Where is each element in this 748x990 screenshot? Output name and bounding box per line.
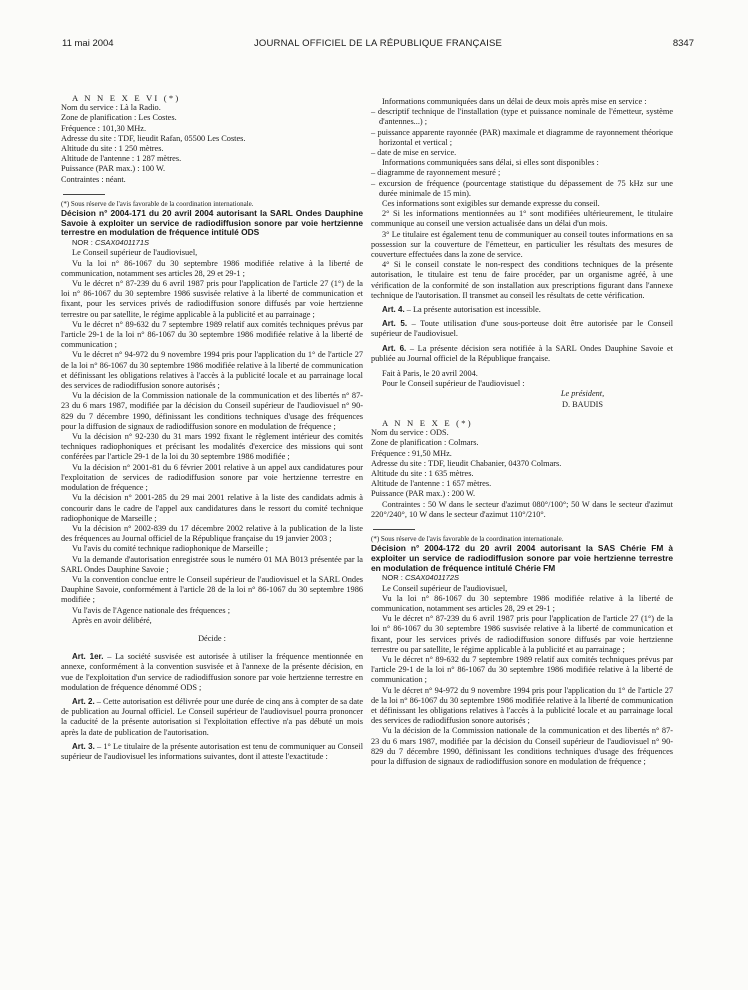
place-date: Fait à Paris, le 20 avril 2004.	[382, 369, 478, 379]
annexe-line: Altitude du site : 1 250 mètres.	[61, 144, 164, 154]
paragraph: Vu la décision n° 2001-285 du 29 mai 2001 relative à la liste des candidats admis à concourir dans le cadre de l'appel aux candidatures dans le ressort du comité technique radiophonique de Marseille ;	[61, 493, 363, 523]
info-intro-2: Informations communiquées sans délai, si elles sont disponibles :	[382, 158, 599, 168]
annexe-line: Zone de planification : Colmars.	[371, 438, 479, 448]
paragraph: Le Conseil supérieur de l'audiovisuel,	[72, 248, 198, 258]
annexe-line: Nom du service : Là la Radio.	[61, 103, 161, 113]
right-column	[371, 97, 673, 767]
paragraph: Vu le décret n° 87-239 du 6 avril 1987 pris pour l'application de l'article 27 (1°) de la loi n° 86-1067 du 30 septembre 1986 susvisée relative à la liberté de communication et fixant, pour les services privés de radiodiffusion sonore diffusés par voie hertzienne terrestre ou par satellite, le régime applicable à la publicité et au parrainage ;	[371, 614, 673, 654]
list-item: – diagramme de rayonnement mesuré ;	[371, 168, 501, 178]
paragraph: Vu la convention conclue entre le Conseil supérieur de l'audiovisuel et la SARL Ondes Dauphine Savoie, conformément à l'article 28 de la loi n° 86-1067 du 30 septembre 1986 modifiée ;	[61, 574, 363, 605]
paragraph: Après en avoir délibéré,	[72, 615, 152, 625]
paragraph: Vu le décret n° 89-632 du 7 septembre 1989 relatif aux comités techniques prévus par l'article 29-1 de la loi n° 86-1067 du 30 septembre 1986 modifiée relative à la liberté de communication ;	[61, 319, 363, 350]
paragraph: Vu la décision n° 2001-81 du 6 février 2001 relative à un appel aux candidatures pour l'exploitation de services de radiodiffusion sonore par voie hertzienne terrestre en modulation de fréquence ;	[61, 462, 363, 493]
annexe-line: Nom du service : ODS.	[371, 428, 449, 438]
footnote: (*) Sous réserve de l'avis favorable de la coordination internationale.	[371, 534, 564, 543]
paragraph: 3° Le titulaire est également tenu de communiquer au conseil toutes informations en sa possession sur la couverture de l'émetteur, en particulier les résultats des mesures de couverture effectuées dans la zone de service.	[371, 229, 673, 260]
annexe-vi-title: A N N E X E VI (*)	[72, 93, 181, 103]
list-item: – excursion de fréquence (pourcentage statistique du dépassement de 75 kHz sur une durée minimale de 15 min).	[371, 178, 673, 198]
annexe-line: Adresse du site : TDF, lieudit Rafan, 05500 Les Costes.	[61, 133, 246, 143]
footnote-divider	[373, 529, 415, 530]
article-1: Art. 1er. – La société susvisée est autorisée à utiliser la fréquence mentionnée en annexe, conformément à la convention susvisée et à l'annexe de la présente décision, en vue de l'exploitation d'un service de radiodiffusion sonore par voie hertzienne terrestre en modulation de fréquence dénommé ODS ;	[61, 652, 364, 692]
annexe-line: Fréquence : 101,30 MHz.	[61, 123, 147, 133]
nor-reference: NOR : CSAX0401172S	[382, 573, 460, 583]
paragraph: Vu la décision de la Commission nationale de la communication et des libertés n° 87-23 du 6 mars 1987, modifiée par la décision du Conseil supérieur de l'audiovisuel n° 90-829 du 7 décembre 1990, définissant les conditions techniques d'usage des fréquences pour la diffusion de signaux de radiodiffusion sonore en modulation de fréquence ;	[61, 391, 363, 431]
decision-title: Décision n° 2004-171 du 20 avril 2004 autorisant la SARL Ondes Dauphine Savoie à exploiter un service de radiodiffusion sonore par voie hertzienne terrestre en modulation de fréquence intitulé ODS	[61, 207, 363, 238]
info-intro: Informations communiquées dans un délai de deux mois après mise en service :	[382, 97, 647, 106]
paragraph: Vu l'avis de l'Agence nationale des fréquences ;	[72, 605, 230, 615]
paragraph: Vu le décret n° 87-239 du 6 avril 1987 pris pour l'application de l'article 27 (1°) de la loi n° 86-1067 du 30 septembre 1986 susvisée relative à la liberté de communication et fixant, pour les services privés de radiodiffusion sonore diffusés par voie hertzienne terrestre ou par satellite, le régime applicable à la publicité et au parrainage ;	[61, 279, 363, 319]
paragraph: Vu la demande d'autorisation enregistrée sous le numéro 01 MA B013 présentée par la SARL Ondes Dauphine Savoie ;	[61, 554, 363, 574]
paragraph: 4° Si le conseil constate le non-respect des conditions techniques de la présente autorisation, le titulaire est tenu de faire procéder, par un organisme agréé, à une vérification de la conformité de son installation aux prescriptions figurant dans l'annexe technique de l'autorisation. Il transmet au conseil les résultats de cette vérification.	[371, 260, 673, 300]
annexe-line: Zone de planification : Les Costes.	[61, 113, 177, 123]
nor-reference: NOR : CSAX0401171S	[72, 238, 150, 248]
annexe-line: Puissance (PAR max.) : 200 W.	[371, 489, 476, 499]
annexe-line: Altitude de l'antenne : 1 287 mètres.	[61, 154, 182, 164]
annexe-line: Fréquence : 91,50 MHz.	[371, 448, 452, 458]
signature-for: Pour le Conseil supérieur de l'audiovisuel :	[382, 379, 525, 389]
signature-name: D. BAUDIS	[561, 399, 604, 409]
header-date: 11 mai 2004	[62, 38, 114, 49]
article-5: Art. 5. – Toute utilisation d'une sous-porteuse doit être autorisée par le Conseil supérieur de l'audiovisuel.	[371, 319, 674, 339]
paragraph: Vu la décision de la Commission nationale de la communication et des libertés n° 87-23 du 6 mars 1987, modifiée par la décision du Conseil supérieur de l'audiovisuel n° 90-829 du 7 décembre 1990, définissant les conditions techniques d'usage des fréquences pour la diffusion de signaux de radiodiffusion sonore en modulation de fréquence ;	[371, 726, 673, 766]
journal-title: JOURNAL OFFICIEL DE LA RÉPUBLIQUE FRANÇAISE	[253, 38, 503, 49]
list-item: – date de mise en service.	[371, 148, 457, 158]
annexe-line: Puissance (PAR max.) : 100 W.	[61, 164, 166, 174]
list-item: – puissance apparente rayonnée (PAR) maximale et diagramme de rayonnement théorique horizontal et vertical ;	[371, 127, 673, 147]
signature-role: Le président,	[560, 389, 605, 399]
decision-title: Décision n° 2004-172 du 20 avril 2004 autorisant la SAS Chérie FM à exploiter un service de radiodiffusion sonore par voie hertzienne terrestre en modulation de fréquence intitulé Chérie FM	[371, 542, 673, 573]
page-number: 8347	[672, 38, 694, 49]
paragraph: Vu la décision n° 2002-839 du 17 décembre 2002 relative à la publication de la liste des fréquences au Journal officiel de la République française du 19 janvier 2003 ;	[61, 523, 363, 544]
list-item: – descriptif technique de l'installation (type et puissance nominale de l'émetteur, système d'antennes...) ;	[371, 107, 673, 127]
annexe-line: Altitude de l'antenne : 1 657 mètres.	[371, 479, 492, 489]
annexe-line: Contraintes : 50 W dans le secteur d'azimut 080°/100°; 50 W dans le secteur d'azimut 220°/240°, 10 W dans le secteur d'azimut 110°/210°.	[371, 499, 673, 519]
paragraph: Vu la décision n° 92-230 du 31 mars 1992 fixant le règlement intérieur des comités techniques radiophoniques et précisant les modalités d'exercice des missions qui sont conférées par l'article 29-1 de la loi du 30 septembre 1986 modifiée ;	[61, 432, 363, 462]
article-4: Art. 4. – La présente autorisation est incessible.	[382, 305, 541, 315]
article-3: Art. 3. – 1° Le titulaire de la présente autorisation est tenu de communiquer au Conseil supérieur de l'audiovisuel les informations suivantes, dont il atteste l'exactitude :	[61, 741, 364, 761]
paragraph: Vu la loi n° 86-1067 du 30 septembre 1986 modifiée relative à la liberté de communication, notamment ses articles 28, 29 et 29-1 ;	[61, 258, 363, 278]
paragraph: Vu le décret n° 94-972 du 9 novembre 1994 pris pour l'application du 1° de l'article 27 de la loi n° 86-1067 du 30 septembre 1986 modifiée relative à la liberté de communication et définissant les obligations relatives à l'accès à la publicité locale et au parrainage local des services de radiodiffusion sonore autorisés ;	[371, 685, 673, 726]
article-6: Art. 6. – La présente décision sera notifiée à la SARL Ondes Dauphine Savoie et publiée au Journal officiel de la République française.	[371, 343, 673, 363]
decide-heading: Décide :	[198, 633, 226, 643]
footnote-divider	[63, 194, 105, 195]
paragraph: Vu l'avis du comité technique radiophonique de Marseille ;	[72, 544, 268, 554]
paragraph: 2° Si les informations mentionnées au 1° sont modifiées ultérieurement, le titulaire communique au conseil une version actualisée dans un délai d'un mois.	[371, 209, 673, 229]
paragraph: Vu le décret n° 94-972 du 9 novembre 1994 pris pour l'application du 1° de l'article 27 de la loi n° 86-1067 du 30 septembre 1986 modifiée relative à la liberté de communication et définissant les obligations relatives à l'accès à la publicité locale et au parrainage local des services de radiodiffusion sonore autorisés ;	[61, 350, 363, 391]
paragraph: Ces informations sont exigibles sur demande expresse du conseil.	[382, 199, 600, 209]
annexe-vi-details	[61, 103, 363, 185]
paragraph: Le Conseil supérieur de l'audiovisuel,	[382, 583, 508, 593]
paragraph: Vu la loi n° 86-1067 du 30 septembre 1986 modifiée relative à la liberté de communication, notamment ses articles 28, 29 et 29-1 ;	[371, 593, 673, 613]
footnote: (*) Sous réserve de l'avis favorable de la coordination internationale.	[61, 199, 254, 208]
annexe-line: Adresse du site : TDF, lieudit Chabanier, 04370 Colmars.	[371, 458, 562, 468]
left-column	[61, 93, 363, 762]
article-2: Art. 2. – Cette autorisation est délivrée pour une durée de cinq ans à compter de sa date de publication au Journal officiel. Le Conseil supérieur de l'audiovisuel pourra prononcer la caducité de la présente autorisation si l'exploitation effective n'a pas débuté un mois après la date de publication de l'autorisation.	[61, 696, 364, 737]
page-header	[62, 38, 694, 54]
paragraph: Vu le décret n° 89-632 du 7 septembre 1989 relatif aux comités techniques prévus par l'article 29-1 de la loi n° 86-1067 du 30 septembre 1986 modifiée relative à la liberté de communication ;	[371, 654, 673, 685]
annexe-line: Contraintes : néant.	[61, 174, 126, 184]
annexe-line: Altitude du site : 1 635 mètres.	[371, 468, 474, 478]
annexe-title: A N N E X E (*)	[382, 417, 473, 428]
